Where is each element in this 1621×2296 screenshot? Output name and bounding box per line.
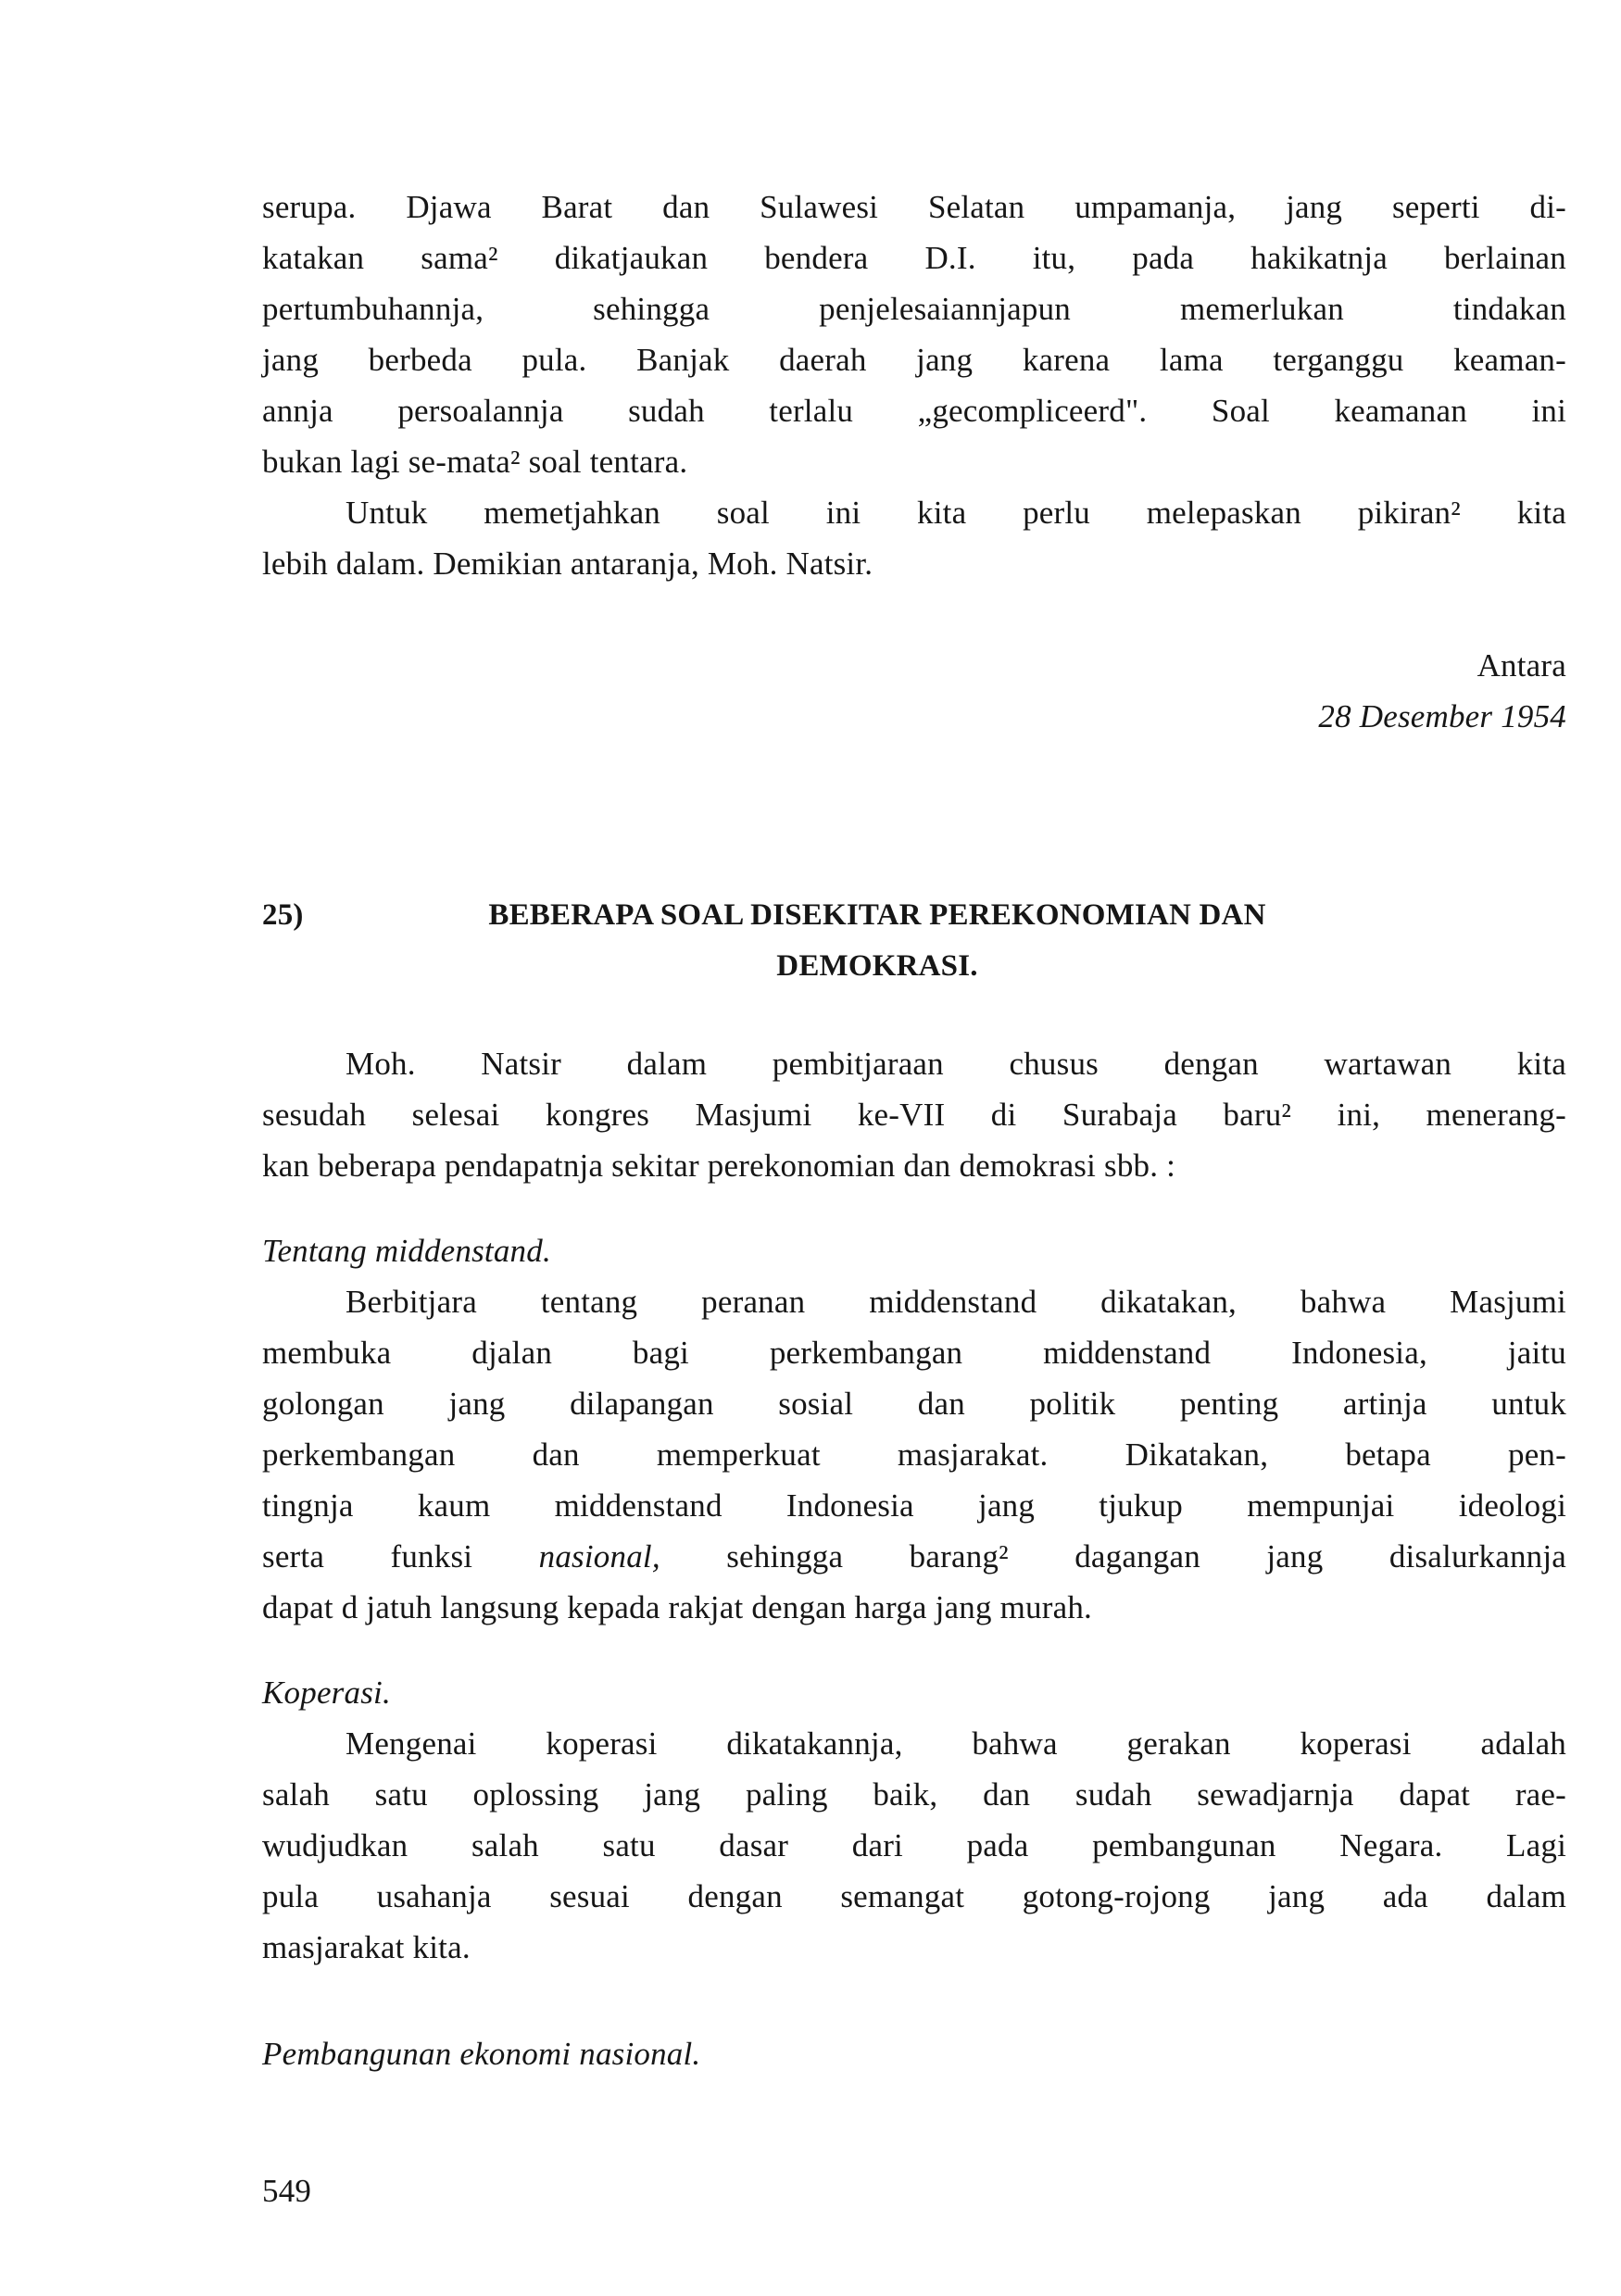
text-line: golongan jang dilapangan sosial dan politik penting artinja untuk xyxy=(262,1386,1566,1422)
section-heading xyxy=(262,890,1566,992)
text-line: salah satu oplossing jang paling baik, dan sudah sewadjarnja dapat rae- xyxy=(262,1776,1566,1813)
byline-date: 28 Desember 1954 xyxy=(1318,698,1566,734)
paragraph-closing xyxy=(262,487,1566,589)
byline-source: Antara xyxy=(1476,647,1566,684)
byline xyxy=(262,640,1566,742)
text-line: serupa. Djawa Barat dan Sulawesi Selatan umpamanja, jang seperti di- xyxy=(262,189,1566,225)
paragraph-middenstand xyxy=(262,1276,1566,1633)
text-line: annja persoalannja sudah terlalu „gecompliceerd". Soal keamanan ini xyxy=(262,393,1566,429)
text-line: pertumbuhannja, sehingga penjelesaiannjapun memerlukan tindakan xyxy=(262,291,1566,327)
emphasized-text-run: nasional, xyxy=(538,1538,660,1575)
text-line: perkembangan dan memperkuat masjarakat. Dikatakan, betapa pen- xyxy=(262,1437,1566,1473)
text-line: kan beberapa pendapatnja sekitar perekonomian dan demokrasi sbb. : xyxy=(262,1148,1176,1184)
text-line: membuka djalan bagi perkembangan middenstand Indonesia, jaitu xyxy=(262,1335,1566,1371)
subheading-koperasi: Koperasi. xyxy=(262,1675,391,1711)
text-line: Mengenai koperasi dikatakannja, bahwa gerakan koperasi adalah xyxy=(346,1725,1566,1762)
paragraph-intro xyxy=(262,1038,1566,1191)
text-line: Moh. Natsir dalam pembitjaraan chusus dengan wartawan kita xyxy=(346,1046,1566,1082)
paragraph-continuation xyxy=(262,182,1566,487)
text-line: Berbitjara tentang peranan middenstand dikatakan, bahwa Masjumi xyxy=(346,1284,1566,1320)
text-run: serta funksi xyxy=(262,1538,539,1575)
page-number: 549 xyxy=(262,2173,312,2209)
text-line: Untuk memetjahkan soal ini kita perlu melepaskan pikiran² kita xyxy=(346,495,1566,531)
text-line: pula usahanja sesuai dengan semangat gotong-rojong jang ada dalam xyxy=(262,1878,1566,1914)
paragraph-koperasi xyxy=(262,1718,1566,1973)
text-line: jang berbeda pula. Banjak daerah jang karena lama terganggu keaman- xyxy=(262,342,1566,378)
text-line: bukan lagi se-mata² soal tentara. xyxy=(262,444,688,480)
text-line: dapat d jatuh langsung kepada rakjat dengan harga jang murah. xyxy=(262,1589,1092,1625)
text-column xyxy=(262,182,1566,2216)
text-line xyxy=(262,1531,1566,1582)
section-title-line-2: DEMOKRASI. xyxy=(776,949,978,983)
text-run: sehingga barang² dagangan jang disalurkannja xyxy=(660,1538,1567,1575)
text-line: sesudah selesai kongres Masjumi ke-VII di Surabaja baru² ini, menerang- xyxy=(262,1097,1566,1133)
text-line: katakan sama² dikatjaukan bendera D.I. itu, pada hakikatnja berlainan xyxy=(262,240,1566,276)
section-title xyxy=(262,890,1566,992)
section-number: 25) xyxy=(262,898,304,932)
subheading-middenstand: Tentang middenstand. xyxy=(262,1233,551,1269)
subheading-pembangunan: Pembangunan ekonomi nasional. xyxy=(262,2036,701,2072)
text-line: wudjudkan salah satu dasar dari pada pembangunan Negara. Lagi xyxy=(262,1827,1566,1863)
section-title-line-1: BEBERAPA SOAL DISEKITAR PEREKONOMIAN DAN xyxy=(488,898,1266,932)
text-line: tingnja kaum middenstand Indonesia jang tjukup mempunjai ideologi xyxy=(262,1487,1566,1524)
text-line: masjarakat kita. xyxy=(262,1929,471,1965)
text-line: lebih dalam. Demikian antaranja, Moh. Natsir. xyxy=(262,546,873,582)
